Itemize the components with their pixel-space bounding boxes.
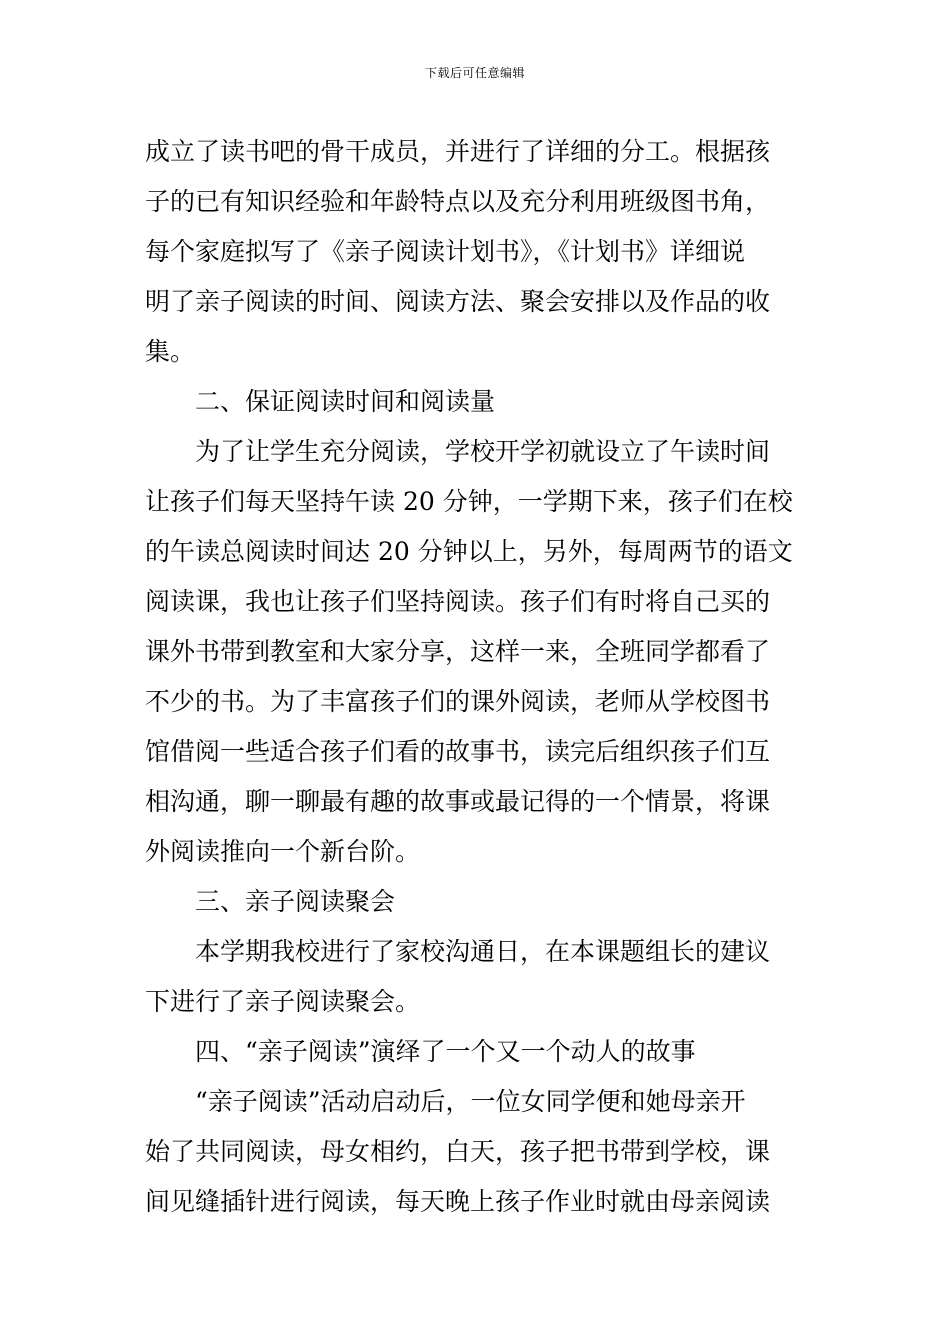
body-line: 为了让学生充分阅读，学校开学初就设立了午读时间 <box>195 437 771 466</box>
body-line: 始了共同阅读，母女相约，白天，孩子把书带到学校，课 <box>145 1137 771 1166</box>
body-line: 外阅读推向一个新台阶。 <box>145 837 421 866</box>
body-line: 明了亲子阅读的时间、阅读方法、聚会安排以及作品的收 <box>145 287 771 316</box>
section-heading-3: 三、亲子阅读聚会 <box>195 887 396 916</box>
body-line: 子的已有知识经验和年龄特点以及充分利用班级图书角， <box>145 187 771 216</box>
body-line: 相沟通，聊一聊最有趣的故事或最记得的一个情景，将课 <box>145 787 771 816</box>
body-line: 课外书带到教室和大家分享，这样一来，全班同学都看了 <box>145 637 771 666</box>
body-line: 让孩子们每天坚持午读 20 分钟，一学期下来，孩子们在校 <box>145 487 793 516</box>
body-line: 每个家庭拟写了《亲子阅读计划书》，《计划书》详细说 <box>145 237 746 266</box>
body-line: 的午读总阅读时间达 20 分钟以上，另外，每周两节的语文 <box>145 537 793 566</box>
body-line: 本学期我校进行了家校沟通日，在本课题组长的建议 <box>195 937 771 966</box>
body-line: 成立了读书吧的骨干成员，并进行了详细的分工。根据孩 <box>145 137 771 166</box>
body-line: 馆借阅一些适合孩子们看的故事书，读完后组织孩子们互 <box>145 737 771 766</box>
body-line: 不少的书。为了丰富孩子们的课外阅读，老师从学校图书 <box>145 687 771 716</box>
body-line: 集。 <box>145 337 196 366</box>
body-line: 间见缝插针进行阅读，每天晚上孩子作业时就由母亲阅读 <box>145 1187 771 1216</box>
page-header-note: 下载后可任意编辑 <box>424 66 525 80</box>
section-heading-2: 二、保证阅读时间和阅读量 <box>195 387 496 416</box>
body-line: 下进行了亲子阅读聚会。 <box>145 987 421 1016</box>
body-line: 阅读课，我也让孩子们坚持阅读。孩子们有时将自己买的 <box>145 587 771 616</box>
body-line: “亲子阅读”活动启动后，一位女同学便和她母亲开 <box>195 1087 746 1116</box>
section-heading-4: 四、“亲子阅读”演绎了一个又一个动人的故事 <box>195 1037 696 1066</box>
document-body <box>145 127 805 1227</box>
